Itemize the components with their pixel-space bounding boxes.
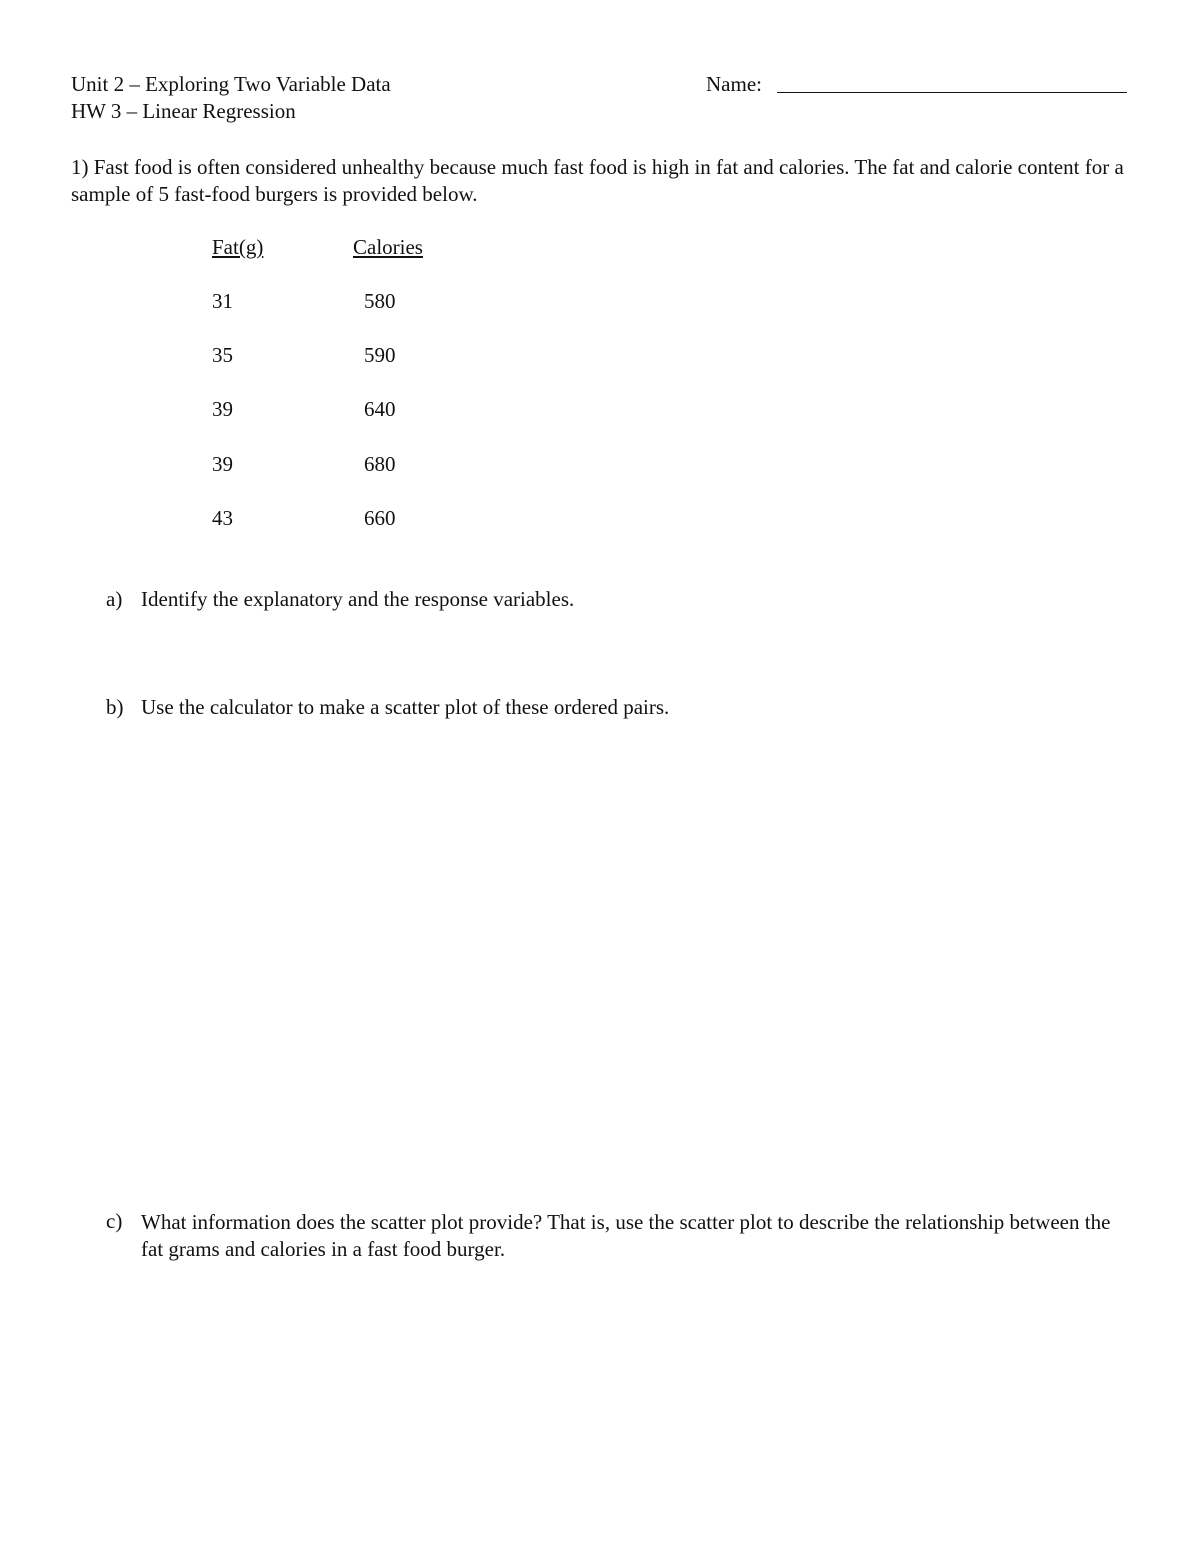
fat-cell: 39 [212,452,233,476]
name-label: Name: [706,72,762,96]
question-1-prompt: 1) Fast food is often considered unhealthy because much fast food is high in fat and calories. The fat and calorie content for a sample of 5 fast-food burgers is provided below. [71,155,1124,206]
calories-cell: 640 [364,397,396,421]
name-blank-line[interactable] [777,92,1127,93]
part-b-prompt: Use the calculator to make a scatter plot of these ordered pairs. [141,695,670,719]
calories-cell: 580 [364,289,396,313]
part-c-prompt: What information does the scatter plot provide? That is, use the scatter plot to describe the relationship between the fat grams and calories in a fast food burger. [141,1210,1111,1261]
part-a-letter: a) [106,587,123,611]
calories-cell: 660 [364,506,396,530]
part-c-letter: c) [106,1209,123,1233]
fat-cell: 43 [212,506,233,530]
calories-cell: 680 [364,452,396,476]
calories-cell: 590 [364,343,396,367]
homework-title: HW 3 – Linear Regression [71,99,296,123]
part-a-prompt: Identify the explanatory and the response variables. [141,587,575,611]
table-header-calories: Calories [353,235,423,259]
fat-cell: 39 [212,397,233,421]
fat-cell: 31 [212,289,233,313]
table-header-fat: Fat(g) [212,235,264,259]
fat-cell: 35 [212,343,233,367]
part-b-letter: b) [106,695,124,719]
unit-title: Unit 2 – Exploring Two Variable Data [71,72,391,96]
